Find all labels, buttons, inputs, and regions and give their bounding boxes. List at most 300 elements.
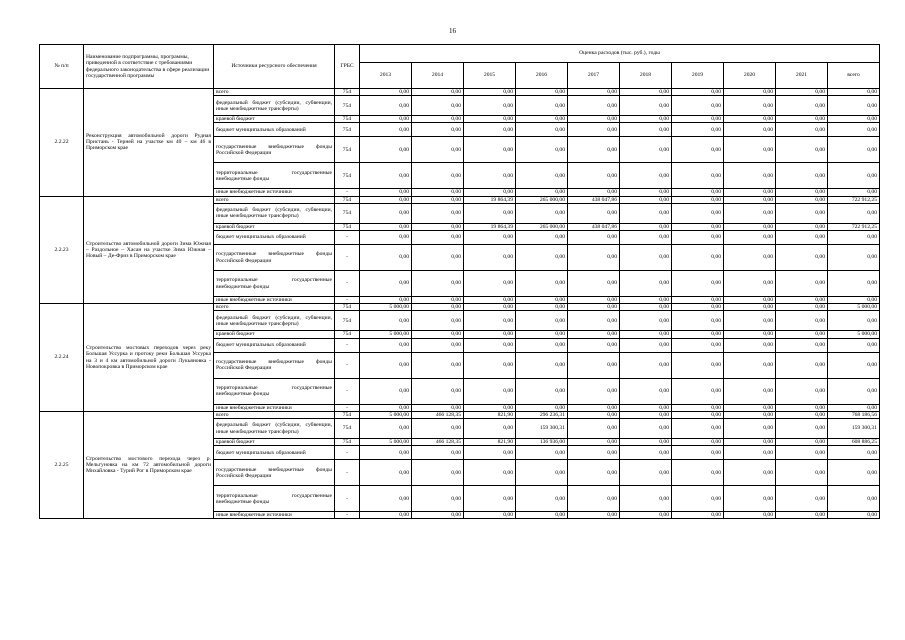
amount-cell: 0,00 [360, 137, 412, 163]
amount-cell: 0,00 [412, 311, 464, 331]
header-name: Наименование подпрограммы, программы, приведенной в соответствие с требованиями федерального законодательства в сфере реализации государственной программы [84, 45, 214, 89]
amount-cell: 0,00 [568, 404, 620, 411]
amount-cell: 0,00 [464, 304, 516, 311]
amount-cell: 0,00 [724, 245, 776, 271]
amount-cell: 0,00 [672, 116, 724, 123]
amount-cell: 0,00 [776, 486, 828, 512]
amount-cell: 5 000,00 [360, 304, 412, 311]
amount-cell: 0,00 [516, 116, 568, 123]
amount-cell: 0,00 [516, 189, 568, 196]
amount-cell: 0,00 [516, 203, 568, 223]
amount-cell: 0,00 [464, 163, 516, 189]
grbs-code: - [335, 378, 360, 404]
amount-cell: 0,00 [724, 116, 776, 123]
amount-cell: 0,00 [828, 446, 880, 460]
amount-cell: 0,00 [516, 89, 568, 96]
grbs-code: 754 [335, 196, 360, 203]
amount-cell: 0,00 [360, 446, 412, 460]
amount-cell: 0,00 [464, 297, 516, 304]
grbs-code: - [335, 460, 360, 486]
amount-cell: 0,00 [360, 311, 412, 331]
amount-cell: 0,00 [776, 271, 828, 297]
grbs-code: - [335, 271, 360, 297]
amount-cell: 0,00 [360, 96, 412, 116]
funding-source: краевой бюджет [214, 116, 335, 123]
amount-cell: 0,00 [620, 311, 672, 331]
amount-cell: 0,00 [672, 271, 724, 297]
amount-cell: 0,00 [828, 404, 880, 411]
funding-source: территориальные государственные внебюджетные фонды [214, 271, 335, 297]
amount-cell: 0,00 [412, 304, 464, 311]
project-name: Реконструкция автомобильной дороги Рудная Пристань - Терней на участке км 40 – км 46 в Приморском крае [84, 89, 214, 197]
amount-cell: 0,00 [516, 338, 568, 352]
amount-cell: 0,00 [464, 116, 516, 123]
amount-cell: 5 000,00 [828, 304, 880, 311]
amount-cell: 0,00 [828, 96, 880, 116]
amount-cell: 0,00 [516, 311, 568, 331]
amount-cell: 438 047,86 [568, 223, 620, 230]
amount-cell: 0,00 [516, 96, 568, 116]
amount-cell: 0,00 [672, 311, 724, 331]
amount-cell: 466 128,35 [412, 411, 464, 418]
amount-cell: 0,00 [568, 331, 620, 338]
amount-cell: 0,00 [464, 245, 516, 271]
funding-source: федеральный бюджет (субсидии, субвенции, иные межбюджетные трансферты) [214, 419, 335, 439]
amount-cell: 0,00 [516, 378, 568, 404]
amount-cell: 0,00 [724, 512, 776, 519]
amount-cell: 0,00 [828, 297, 880, 304]
grbs-code: 754 [335, 96, 360, 116]
amount-cell: 0,00 [776, 338, 828, 352]
amount-cell: 5 000,00 [828, 331, 880, 338]
amount-cell: 0,00 [620, 352, 672, 378]
amount-cell: 0,00 [620, 439, 672, 446]
amount-cell: 0,00 [672, 123, 724, 137]
amount-cell: 0,00 [620, 297, 672, 304]
amount-cell: 0,00 [724, 486, 776, 512]
amount-cell: 0,00 [412, 338, 464, 352]
amount-cell: 0,00 [828, 338, 880, 352]
header-year: 2018 [620, 63, 672, 89]
amount-cell: 0,00 [464, 189, 516, 196]
amount-cell: 5 000,00 [360, 439, 412, 446]
amount-cell: 0,00 [620, 338, 672, 352]
amount-cell: 0,00 [828, 486, 880, 512]
amount-cell: 0,00 [776, 116, 828, 123]
header-year: 2013 [360, 63, 412, 89]
amount-cell: 0,00 [776, 245, 828, 271]
grbs-code: 754 [335, 304, 360, 311]
funding-source: краевой бюджет [214, 331, 335, 338]
amount-cell: 296 236,31 [516, 411, 568, 418]
header-year: 2020 [724, 63, 776, 89]
amount-cell: 0,00 [828, 116, 880, 123]
funding-source: государственные внебюджетные фонды Российской Федерации [214, 460, 335, 486]
amount-cell: 0,00 [360, 163, 412, 189]
header-year: всего [828, 63, 880, 89]
amount-cell: 0,00 [568, 137, 620, 163]
amount-cell: 0,00 [620, 331, 672, 338]
amount-cell: 0,00 [828, 352, 880, 378]
amount-cell: 0,00 [412, 331, 464, 338]
amount-cell: 0,00 [776, 297, 828, 304]
amount-cell: 0,00 [620, 123, 672, 137]
amount-cell: 0,00 [776, 163, 828, 189]
amount-cell: 0,00 [412, 378, 464, 404]
amount-cell: 0,00 [672, 338, 724, 352]
amount-cell: 0,00 [828, 512, 880, 519]
amount-cell: 0,00 [620, 512, 672, 519]
amount-cell: 265 000,00 [516, 223, 568, 230]
amount-cell: 0,00 [412, 137, 464, 163]
amount-cell: 0,00 [724, 311, 776, 331]
amount-cell: 0,00 [360, 352, 412, 378]
funding-source: государственные внебюджетные фонды Российской Федерации [214, 352, 335, 378]
grbs-code: - [335, 512, 360, 519]
grbs-code: 754 [335, 223, 360, 230]
amount-cell: 0,00 [724, 271, 776, 297]
amount-cell: 0,00 [620, 245, 672, 271]
row-number: 2.2.22 [40, 89, 84, 197]
amount-cell: 0,00 [828, 245, 880, 271]
amount-cell: 0,00 [568, 245, 620, 271]
amount-cell: 0,00 [620, 411, 672, 418]
funding-source: территориальные государственные внебюджетные фонды [214, 486, 335, 512]
grbs-code: - [335, 189, 360, 196]
amount-cell: 0,00 [516, 446, 568, 460]
grbs-code: - [335, 245, 360, 271]
amount-cell: 0,00 [620, 223, 672, 230]
amount-cell: 0,00 [516, 331, 568, 338]
amount-cell: 0,00 [412, 231, 464, 245]
amount-cell: 0,00 [412, 96, 464, 116]
amount-cell: 0,00 [776, 404, 828, 411]
amount-cell: 0,00 [776, 196, 828, 203]
amount-cell: 0,00 [620, 163, 672, 189]
amount-cell: 0,00 [568, 419, 620, 439]
amount-cell: 0,00 [776, 419, 828, 439]
amount-cell: 0,00 [620, 116, 672, 123]
amount-cell: 0,00 [776, 96, 828, 116]
amount-cell: 0,00 [568, 439, 620, 446]
grbs-code: 754 [335, 89, 360, 96]
grbs-code: - [335, 352, 360, 378]
funding-source: иные внебюджетные источники [214, 404, 335, 411]
amount-cell: 0,00 [464, 89, 516, 96]
amount-cell: 0,00 [412, 512, 464, 519]
amount-cell: 821,90 [464, 439, 516, 446]
amount-cell: 0,00 [672, 137, 724, 163]
amount-cell: 0,00 [828, 137, 880, 163]
amount-cell: 0,00 [568, 203, 620, 223]
amount-cell: 0,00 [620, 196, 672, 203]
row-number: 2.2.25 [40, 411, 84, 519]
funding-source: всего [214, 411, 335, 418]
amount-cell: 0,00 [724, 89, 776, 96]
header-estimate: Оценка расходов (тыс. руб.), годы [360, 45, 880, 63]
funding-source: бюджет муниципальных образований [214, 231, 335, 245]
amount-cell: 0,00 [464, 512, 516, 519]
amount-cell: 0,00 [568, 378, 620, 404]
row-number: 2.2.23 [40, 196, 84, 304]
amount-cell: 0,00 [360, 460, 412, 486]
amount-cell: 0,00 [464, 137, 516, 163]
funding-source: федеральный бюджет (субсидии, субвенции, иные межбюджетные трансферты) [214, 203, 335, 223]
amount-cell: 0,00 [724, 196, 776, 203]
amount-cell: 0,00 [412, 123, 464, 137]
amount-cell: 0,00 [568, 311, 620, 331]
funding-source: бюджет муниципальных образований [214, 123, 335, 137]
amount-cell: 0,00 [464, 203, 516, 223]
amount-cell: 0,00 [412, 460, 464, 486]
funding-source: бюджет муниципальных образований [214, 446, 335, 460]
amount-cell: 0,00 [568, 446, 620, 460]
amount-cell: 0,00 [776, 189, 828, 196]
amount-cell: 0,00 [360, 378, 412, 404]
amount-cell: 0,00 [620, 203, 672, 223]
amount-cell: 0,00 [360, 512, 412, 519]
amount-cell: 0,00 [360, 338, 412, 352]
amount-cell: 0,00 [776, 89, 828, 96]
amount-cell: 0,00 [516, 163, 568, 189]
amount-cell: 0,00 [412, 203, 464, 223]
amount-cell: 0,00 [724, 231, 776, 245]
funding-source: всего [214, 196, 335, 203]
grbs-code: - [335, 231, 360, 245]
grbs-code: 754 [335, 203, 360, 223]
amount-cell: 0,00 [776, 439, 828, 446]
amount-cell: 821,90 [464, 411, 516, 418]
table-row [40, 304, 880, 311]
grbs-code: - [335, 486, 360, 512]
amount-cell: 0,00 [828, 460, 880, 486]
amount-cell: 0,00 [516, 352, 568, 378]
amount-cell: 0,00 [516, 512, 568, 519]
amount-cell: 0,00 [776, 231, 828, 245]
amount-cell: 0,00 [620, 460, 672, 486]
amount-cell: 0,00 [672, 419, 724, 439]
amount-cell: 0,00 [724, 223, 776, 230]
funding-source: иные внебюджетные источники [214, 512, 335, 519]
amount-cell: 0,00 [360, 223, 412, 230]
amount-cell: 0,00 [672, 352, 724, 378]
table-row [40, 89, 880, 96]
grbs-code: - [335, 297, 360, 304]
grbs-code: 754 [335, 116, 360, 123]
header-grbs: ГРБС [335, 45, 360, 89]
amount-cell: 0,00 [672, 331, 724, 338]
amount-cell: 0,00 [776, 123, 828, 137]
amount-cell: 722 912,25 [828, 196, 880, 203]
amount-cell: 0,00 [516, 123, 568, 137]
funding-source: федеральный бюджет (субсидии, субвенции, иные межбюджетные трансферты) [214, 96, 335, 116]
amount-cell: 0,00 [672, 486, 724, 512]
amount-cell: 19 864,39 [464, 223, 516, 230]
amount-cell: 0,00 [620, 419, 672, 439]
amount-cell: 0,00 [672, 231, 724, 245]
amount-cell: 0,00 [412, 297, 464, 304]
amount-cell: 0,00 [724, 404, 776, 411]
amount-cell: 0,00 [828, 231, 880, 245]
amount-cell: 0,00 [568, 304, 620, 311]
amount-cell: 0,00 [360, 486, 412, 512]
amount-cell: 0,00 [724, 338, 776, 352]
amount-cell: 0,00 [672, 378, 724, 404]
amount-cell: 0,00 [464, 404, 516, 411]
amount-cell: 0,00 [360, 404, 412, 411]
header-year: 2016 [516, 63, 568, 89]
amount-cell: 0,00 [516, 404, 568, 411]
amount-cell: 0,00 [620, 446, 672, 460]
amount-cell: 0,00 [672, 297, 724, 304]
amount-cell: 0,00 [568, 163, 620, 189]
amount-cell: 0,00 [412, 116, 464, 123]
grbs-code: 754 [335, 439, 360, 446]
amount-cell: 0,00 [568, 338, 620, 352]
amount-cell: 0,00 [672, 446, 724, 460]
amount-cell: 0,00 [516, 297, 568, 304]
amount-cell: 0,00 [724, 96, 776, 116]
amount-cell: 0,00 [412, 223, 464, 230]
amount-cell: 0,00 [516, 137, 568, 163]
project-name: Строительство автомобильной дороги Зима Южная – Раздольное – Хасан на участке Зима Южная – Новый – Де-Фриз в Приморском крае [84, 196, 214, 304]
grbs-code: - [335, 338, 360, 352]
funding-source: государственные внебюджетные фонды Российской Федерации [214, 137, 335, 163]
amount-cell: 0,00 [568, 231, 620, 245]
amount-cell: 0,00 [672, 245, 724, 271]
amount-cell: 0,00 [412, 189, 464, 196]
header-year: 2017 [568, 63, 620, 89]
amount-cell: 0,00 [568, 486, 620, 512]
amount-cell: 0,00 [568, 512, 620, 519]
amount-cell: 0,00 [776, 512, 828, 519]
amount-cell: 0,00 [620, 231, 672, 245]
amount-cell: 0,00 [360, 297, 412, 304]
funding-source: всего [214, 304, 335, 311]
amount-cell: 0,00 [620, 137, 672, 163]
amount-cell: 0,00 [828, 378, 880, 404]
amount-cell: 0,00 [516, 304, 568, 311]
amount-cell: 0,00 [620, 89, 672, 96]
amount-cell: 0,00 [672, 460, 724, 486]
amount-cell: 5 000,00 [360, 331, 412, 338]
amount-cell: 0,00 [620, 404, 672, 411]
amount-cell: 0,00 [672, 196, 724, 203]
amount-cell: 0,00 [672, 439, 724, 446]
amount-cell: 0,00 [360, 189, 412, 196]
amount-cell: 0,00 [464, 338, 516, 352]
amount-cell: 0,00 [412, 446, 464, 460]
amount-cell: 0,00 [724, 331, 776, 338]
amount-cell: 0,00 [672, 96, 724, 116]
amount-cell: 0,00 [464, 460, 516, 486]
funding-source: всего [214, 89, 335, 96]
amount-cell: 0,00 [724, 352, 776, 378]
amount-cell: 0,00 [672, 304, 724, 311]
amount-cell: 0,00 [412, 271, 464, 297]
amount-cell: 0,00 [360, 271, 412, 297]
amount-cell: 0,00 [724, 460, 776, 486]
amount-cell: 0,00 [776, 411, 828, 418]
header-year: 2021 [776, 63, 828, 89]
amount-cell: 0,00 [464, 331, 516, 338]
grbs-code: - [335, 404, 360, 411]
funding-source: территориальные государственные внебюджетные фонды [214, 163, 335, 189]
amount-cell: 0,00 [776, 203, 828, 223]
budget-table [39, 44, 880, 519]
amount-cell: 0,00 [672, 512, 724, 519]
funding-source: бюджет муниципальных образований [214, 338, 335, 352]
amount-cell: 0,00 [516, 271, 568, 297]
amount-cell: 466 128,35 [412, 439, 464, 446]
amount-cell: 0,00 [516, 245, 568, 271]
funding-source: государственные внебюджетные фонды Российской Федерации [214, 245, 335, 271]
amount-cell: 0,00 [464, 271, 516, 297]
amount-cell: 0,00 [568, 352, 620, 378]
amount-cell: 0,00 [568, 411, 620, 418]
amount-cell: 0,00 [464, 446, 516, 460]
grbs-code: 754 [335, 411, 360, 418]
amount-cell: 0,00 [828, 189, 880, 196]
amount-cell: 722 912,25 [828, 223, 880, 230]
amount-cell: 0,00 [724, 439, 776, 446]
amount-cell: 0,00 [620, 486, 672, 512]
amount-cell: 0,00 [412, 89, 464, 96]
amount-cell: 0,00 [828, 163, 880, 189]
amount-cell: 0,00 [568, 116, 620, 123]
amount-cell: 0,00 [776, 446, 828, 460]
amount-cell: 0,00 [672, 223, 724, 230]
amount-cell: 0,00 [516, 231, 568, 245]
amount-cell: 0,00 [724, 297, 776, 304]
amount-cell: 0,00 [360, 203, 412, 223]
header-source: Источники ресурсного обеспечения [214, 45, 335, 89]
amount-cell: 0,00 [516, 486, 568, 512]
amount-cell: 0,00 [412, 352, 464, 378]
header-year: 2019 [672, 63, 724, 89]
grbs-code: 754 [335, 163, 360, 189]
amount-cell: 0,00 [724, 446, 776, 460]
amount-cell: 0,00 [776, 137, 828, 163]
grbs-code: - [335, 446, 360, 460]
project-name: Строительство мостовых переходов через реку Большая Уссурка и протоку реки Большая Уссурка на 3 и 4 км автомобильной дороги Лукьяновка - Новопокровка в Приморском крае [84, 304, 214, 412]
funding-source: краевой бюджет [214, 439, 335, 446]
amount-cell: 0,00 [360, 245, 412, 271]
amount-cell: 0,00 [568, 189, 620, 196]
amount-cell: 0,00 [672, 203, 724, 223]
amount-cell: 0,00 [724, 163, 776, 189]
amount-cell: 608 886,25 [828, 439, 880, 446]
amount-cell: 0,00 [568, 271, 620, 297]
amount-cell: 0,00 [776, 460, 828, 486]
amount-cell: 0,00 [568, 123, 620, 137]
amount-cell: 0,00 [464, 231, 516, 245]
table-row [40, 411, 880, 418]
amount-cell: 0,00 [620, 271, 672, 297]
amount-cell: 0,00 [568, 460, 620, 486]
amount-cell: 0,00 [724, 203, 776, 223]
funding-source: иные внебюджетные источники [214, 189, 335, 196]
header-year: 2015 [464, 63, 516, 89]
amount-cell: 0,00 [620, 189, 672, 196]
project-name: Строительство мостового перехода через р. Мельгуновка на км 72 автомобильной дороги Михайловка - Турий Рог в Приморском крае [84, 411, 214, 519]
amount-cell: 0,00 [568, 89, 620, 96]
amount-cell: 0,00 [620, 378, 672, 404]
amount-cell: 0,00 [464, 486, 516, 512]
amount-cell: 0,00 [828, 311, 880, 331]
grbs-code: 754 [335, 123, 360, 137]
amount-cell: 0,00 [568, 297, 620, 304]
